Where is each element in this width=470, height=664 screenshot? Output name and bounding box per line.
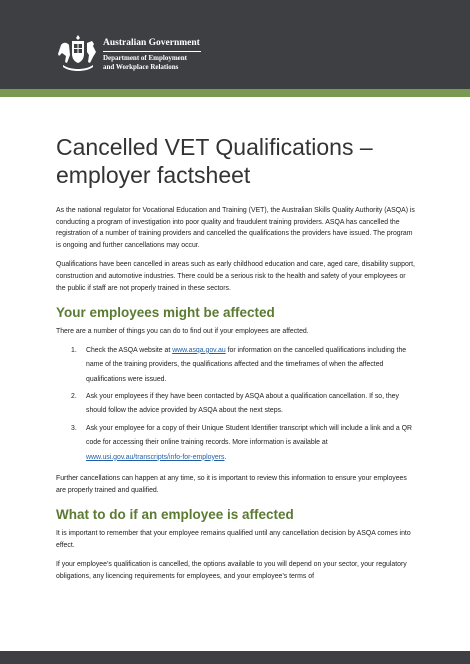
section-heading-affected: Your employees might be affected — [56, 305, 275, 321]
section-heading-what-to-do: What to do if an employee is affected — [56, 507, 294, 523]
section2-paragraph-2: If your employee’s qualification is cancelled, the options available to you will depend on your sector, your regulatory obligations, any licencing requirements for employees, and your employee’s terms of — [56, 561, 407, 580]
list-item — [71, 344, 416, 387]
document-body — [56, 205, 416, 591]
list-item-text: Ask your employees if they have been contacted by ASQA about a qualification cancellation. If so, they should follow the advice provided by ASQA about the next steps. — [86, 392, 399, 415]
government-name: Australian Government — [103, 38, 200, 48]
coat-of-arms-icon — [57, 33, 99, 73]
government-logo — [57, 33, 202, 73]
header-accent-bar — [0, 89, 470, 97]
list-item-text: Ask your employee for a copy of their Unique Student Identifier transcript which will include a link and a QR code for accessing their online training records. More information is available at — [86, 424, 412, 447]
title-line-2: employer factsheet — [56, 162, 251, 188]
department-line-2: and Workplace Relations — [103, 62, 179, 71]
page-header — [0, 0, 470, 89]
section-lead-text: There are a number of things you can do to find out if your employees are affected. — [56, 328, 309, 336]
title-line-1: Cancelled VET Qualifications – — [56, 134, 373, 160]
usi-transcripts-link[interactable]: www.usi.gov.au/transcripts/info-for-employers — [86, 453, 225, 461]
section-closing-paragraph: Further cancellations can happen at any time, so it is important to review this information to ensure your employees are properly trained and qualified. — [56, 475, 407, 494]
logo-divider — [103, 51, 201, 52]
department-name — [103, 54, 187, 71]
intro-paragraph-1: As the national regulator for Vocational Education and Training (VET), the Australian Skills Quality Authority (ASQA) is conducting a program of investigation into poor quality and fraudulent training providers. ASQA has cancelled the registration of a number of training providers and cancelled the qualifications the providers have issued. The program is ongoing and further cancellations may occur. — [56, 207, 415, 249]
intro-paragraph-2: Qualifications have been cancelled in areas such as early childhood education and care, aged care, disability support, construction and automotive industries. There could be a serious risk to the health and safety of your employees or the public if staff are not properly trained in these sectors. — [56, 261, 415, 292]
list-item — [71, 422, 416, 465]
steps-list — [56, 344, 416, 465]
list-number: 3. — [71, 424, 77, 432]
list-item-text: for information on the cancelled qualifications including the name of the training providers, the qualifications affected and the timeframes of when the affected qualifications were issued. — [86, 346, 407, 383]
list-item — [71, 390, 416, 419]
section2-paragraph-1: It is important to remember that your employee remains qualified until any cancellation decision by ASQA comes into effect. — [56, 530, 411, 549]
list-number: 2. — [71, 392, 77, 400]
department-line-1: Department of Employment — [103, 54, 187, 62]
asqa-website-link[interactable]: www.asqa.gov.au — [172, 346, 226, 354]
page-title — [56, 133, 426, 189]
list-item-text: . — [224, 453, 227, 461]
list-number: 1. — [71, 346, 77, 354]
page-footer — [0, 651, 470, 664]
list-item-text: Check the ASQA website at — [86, 346, 173, 354]
